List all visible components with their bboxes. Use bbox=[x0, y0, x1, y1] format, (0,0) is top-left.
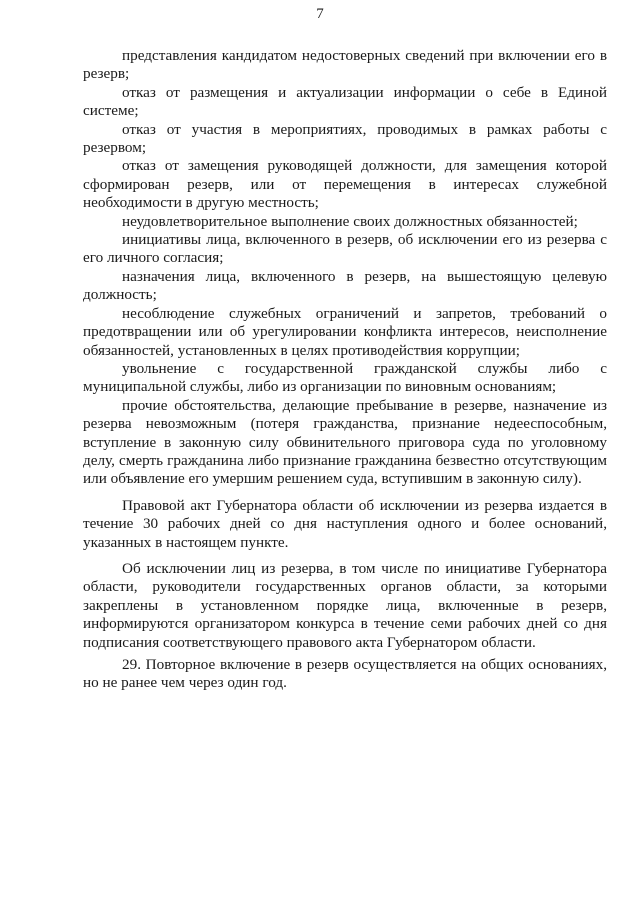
list-item-false-info: представления кандидатом недостоверных сведений при включении его в резерв; bbox=[83, 47, 607, 83]
paragraph-legal-act: Правовой акт Губернатора области об исключении из резерва издается в течение 30 рабочих дней со дня наступления одного и более оснований, указанных в настоящем пункте. bbox=[83, 496, 607, 551]
list-item-own-initiative: инициативы лица, включенного в резерв, об исключении его из резерва с его личного согласия; bbox=[83, 231, 607, 267]
list-item-dismissal: увольнение с государственной гражданской службы либо с муниципальной службы, либо из организации по виновным основаниям; bbox=[83, 359, 607, 396]
list-item-poor-performance: неудовлетворительное выполнение своих должностных обязанностей; bbox=[122, 212, 578, 230]
list-item-other-circumstances: прочие обстоятельства, делающие пребывание в резерве, назначение из резерва невозможным (потеря гражданства, признание недееспособным, вступление в законную силу обвинительного приговора суда по уголовному делу, смерть гражданина либо признание гражданина безвестно отсутствующим или объявление его умершим решением суда, вступившим в законную силу). bbox=[83, 396, 607, 488]
paragraph-item-29: 29. Повторное включение в резерв осуществляется на общих основаниях, но не ранее чем через один год. bbox=[83, 656, 607, 692]
document-body bbox=[83, 47, 607, 693]
paragraph-notification: Об исключении лиц из резерва, в том числе по инициативе Губернатора области, руководители государственных органов области, за которыми закреплены в установленном порядке лица, включенные в резерв, информируются организатором конкурса в течение семи рабочих дней со дня подписания соответствующего правового акта Губернатором области. bbox=[83, 559, 607, 651]
list-item-refusal-info-update: отказ от размещения и актуализации информации о себе в Единой системе; bbox=[83, 83, 607, 120]
list-item-appointment: назначения лица, включенного в резерв, на вышестоящую целевую должность; bbox=[83, 267, 607, 304]
list-item-refusal-position: отказ от замещения руководящей должности, для замещения которой сформирован резерв, или от перемещения в интересах служебной необходимости в другую местность; bbox=[83, 157, 607, 212]
page-number: 7 bbox=[316, 6, 324, 22]
list-item-refusal-events: отказ от участия в мероприятиях, проводимых в рамках работы с резервом; bbox=[83, 120, 607, 157]
list-item-non-compliance: несоблюдение служебных ограничений и запретов, требований о предотвращении или об урегулировании конфликта интересов, неисполнение обязанностей, установленных в целях противодействия коррупции; bbox=[83, 304, 607, 359]
